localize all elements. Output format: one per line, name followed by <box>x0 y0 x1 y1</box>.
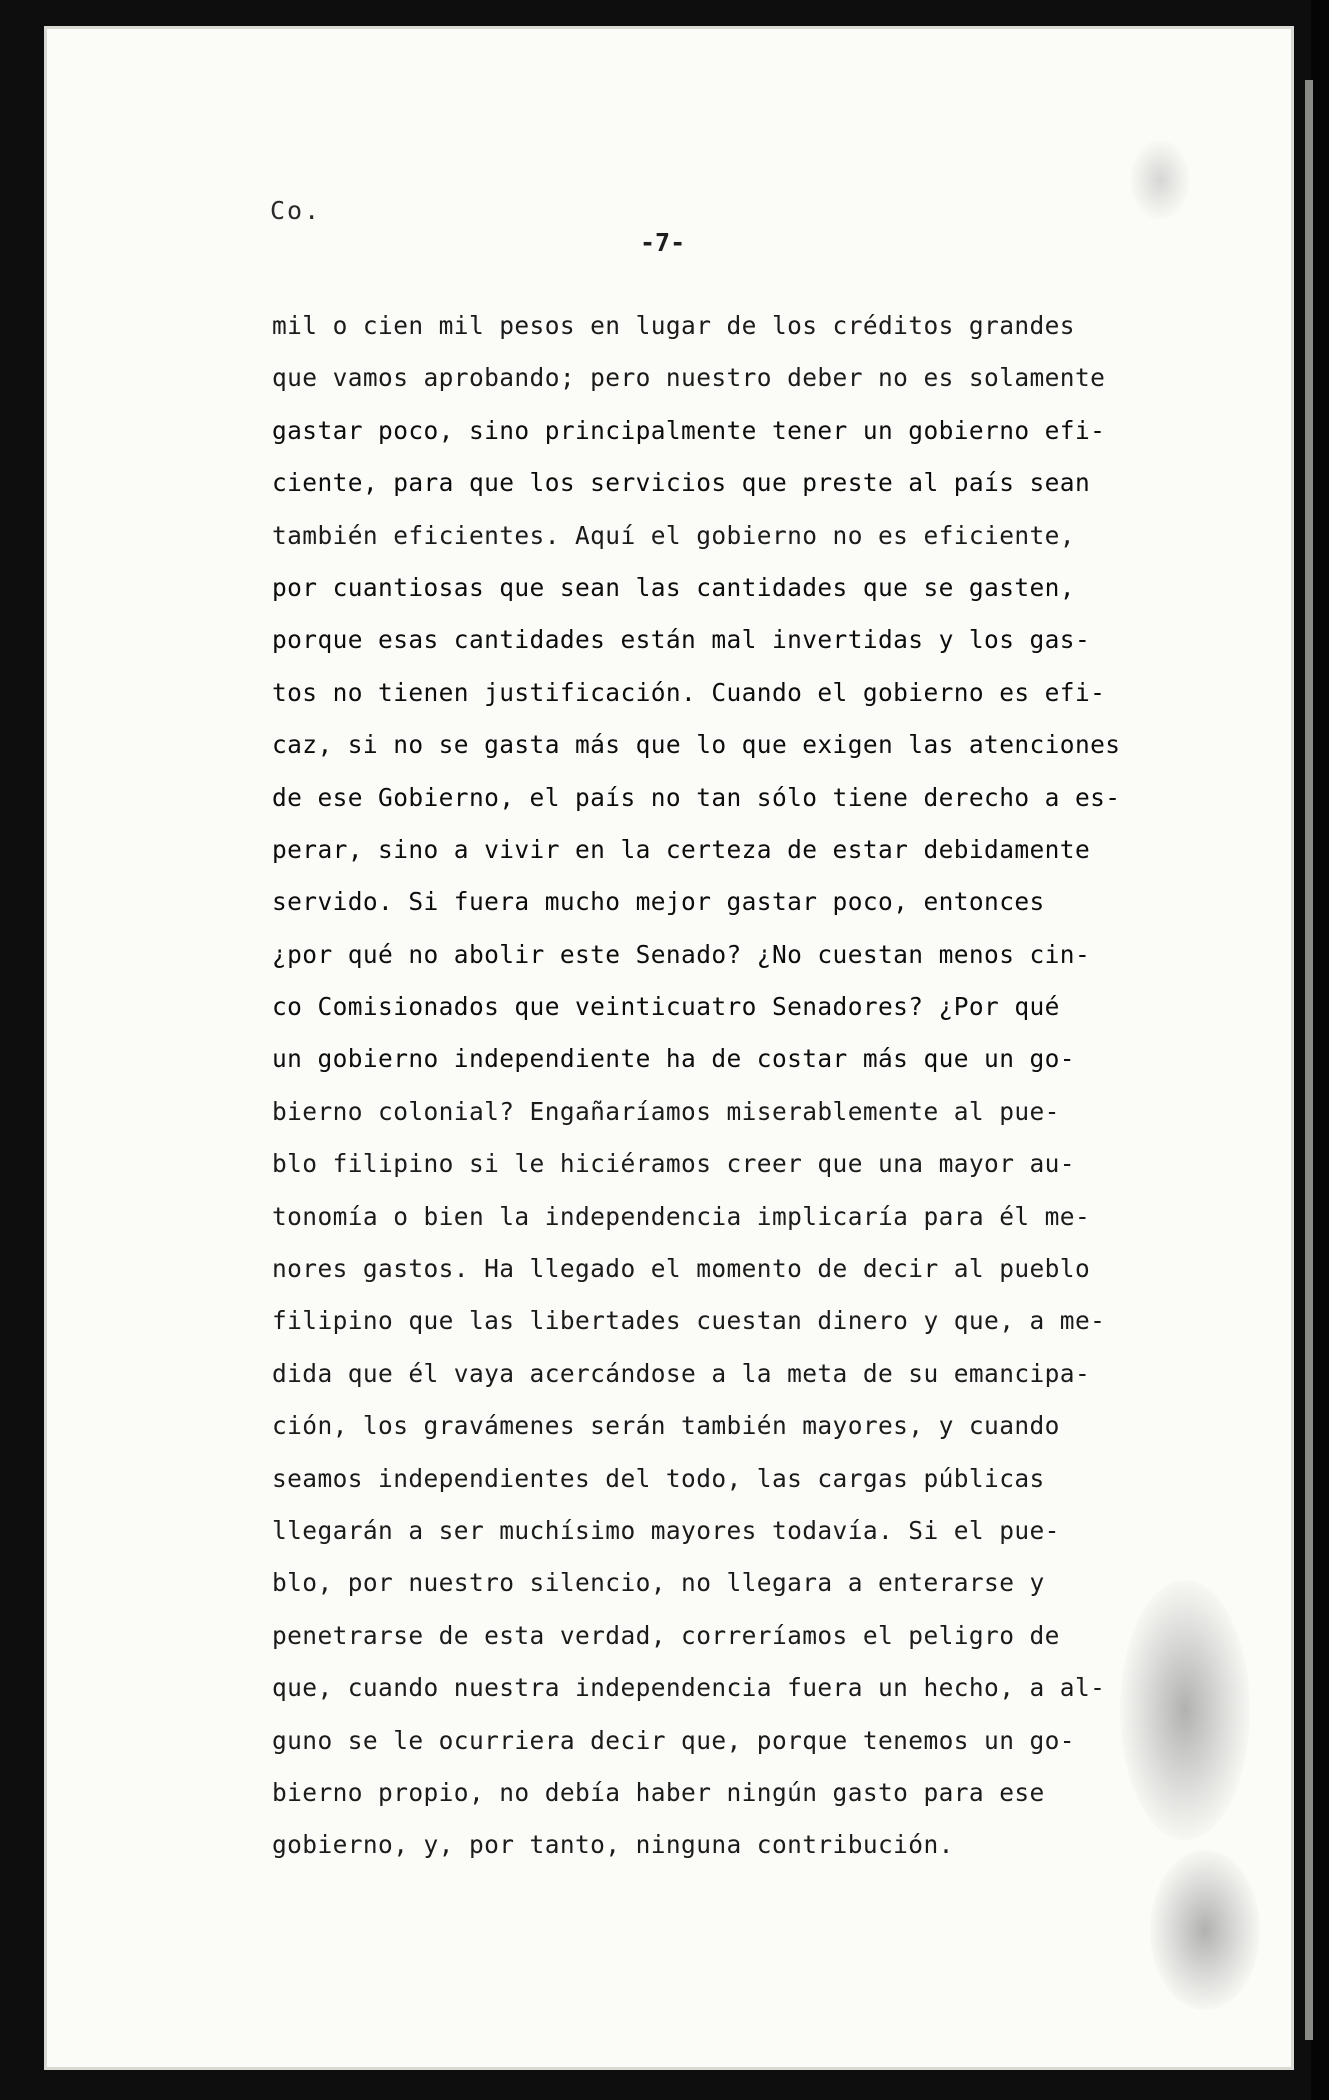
paper-edge-shadow <box>1305 80 1313 2040</box>
text-line: nores gastos. Ha llegado el momento de decir al pueblo <box>272 1254 1091 1284</box>
text-line: dida que él vaya acercándose a la meta de su emancipa- <box>272 1358 1091 1388</box>
text-line: ¿por qué no abolir este Senado? ¿No cuestan menos cin- <box>272 939 1091 969</box>
document-code: Co. <box>270 196 322 225</box>
page-number: -7- <box>640 228 686 257</box>
text-line: filipino que las libertades cuestan dinero y que, a me- <box>272 1306 1106 1336</box>
text-line: blo, por nuestro silencio, no llegara a enterarse y <box>272 1568 1045 1598</box>
ink-smudge <box>1150 1850 1260 2010</box>
ink-smudge <box>1120 1580 1250 1840</box>
text-line: por cuantiosas que sean las cantidades que se gasten, <box>272 572 1075 602</box>
text-line: gastar poco, sino principalmente tener un gobierno efi- <box>272 415 1106 445</box>
scan-edge <box>1311 0 1329 2100</box>
text-line: seamos independientes del todo, las cargas públicas <box>272 1463 1045 1493</box>
text-line: servido. Si fuera mucho mejor gastar poco, entonces <box>272 887 1045 917</box>
text-line: ciente, para que los servicios que preste al país sean <box>272 468 1091 498</box>
text-line: co Comisionados que veinticuatro Senadores? ¿Por qué <box>272 992 1060 1022</box>
text-line: blo filipino si le hiciéramos creer que una mayor au- <box>272 1149 1075 1179</box>
text-line: gobierno, y, por tanto, ninguna contribución. <box>272 1830 954 1860</box>
text-line: ción, los gravámenes serán también mayores, y cuando <box>272 1411 1060 1441</box>
text-line: mil o cien mil pesos en lugar de los créditos grandes <box>272 311 1075 340</box>
text-line: penetrarse de esta verdad, correríamos el peligro de <box>272 1620 1060 1650</box>
text-line: que vamos aprobando; pero nuestro deber no es solamente <box>272 363 1106 393</box>
text-line: bierno colonial? Engañaríamos miserablemente al pue- <box>272 1096 1060 1126</box>
text-line: tos no tienen justificación. Cuando el gobierno es efi- <box>272 677 1106 707</box>
body-text <box>272 300 1132 1872</box>
text-line: guno se le ocurriera decir que, porque tenemos un go- <box>272 1725 1075 1755</box>
text-line: de ese Gobierno, el país no tan sólo tiene derecho a es- <box>272 782 1121 812</box>
text-line: porque esas cantidades están mal invertidas y los gas- <box>272 625 1091 655</box>
text-line: tonomía o bien la independencia implicaría para él me- <box>272 1201 1091 1231</box>
text-line: llegarán a ser muchísimo mayores todavía. Si el pue- <box>272 1515 1060 1545</box>
text-line: bierno propio, no debía haber ningún gasto para ese <box>272 1777 1045 1807</box>
text-line: un gobierno independiente ha de costar más que un go- <box>272 1044 1075 1074</box>
ink-smudge <box>1130 140 1190 220</box>
text-line: que, cuando nuestra independencia fuera un hecho, a al- <box>272 1673 1106 1703</box>
text-line: también eficientes. Aquí el gobierno no es eficiente, <box>272 520 1075 550</box>
text-line: caz, si no se gasta más que lo que exigen las atenciones <box>272 730 1121 760</box>
text-line: perar, sino a vivir en la certeza de estar debidamente <box>272 834 1091 864</box>
